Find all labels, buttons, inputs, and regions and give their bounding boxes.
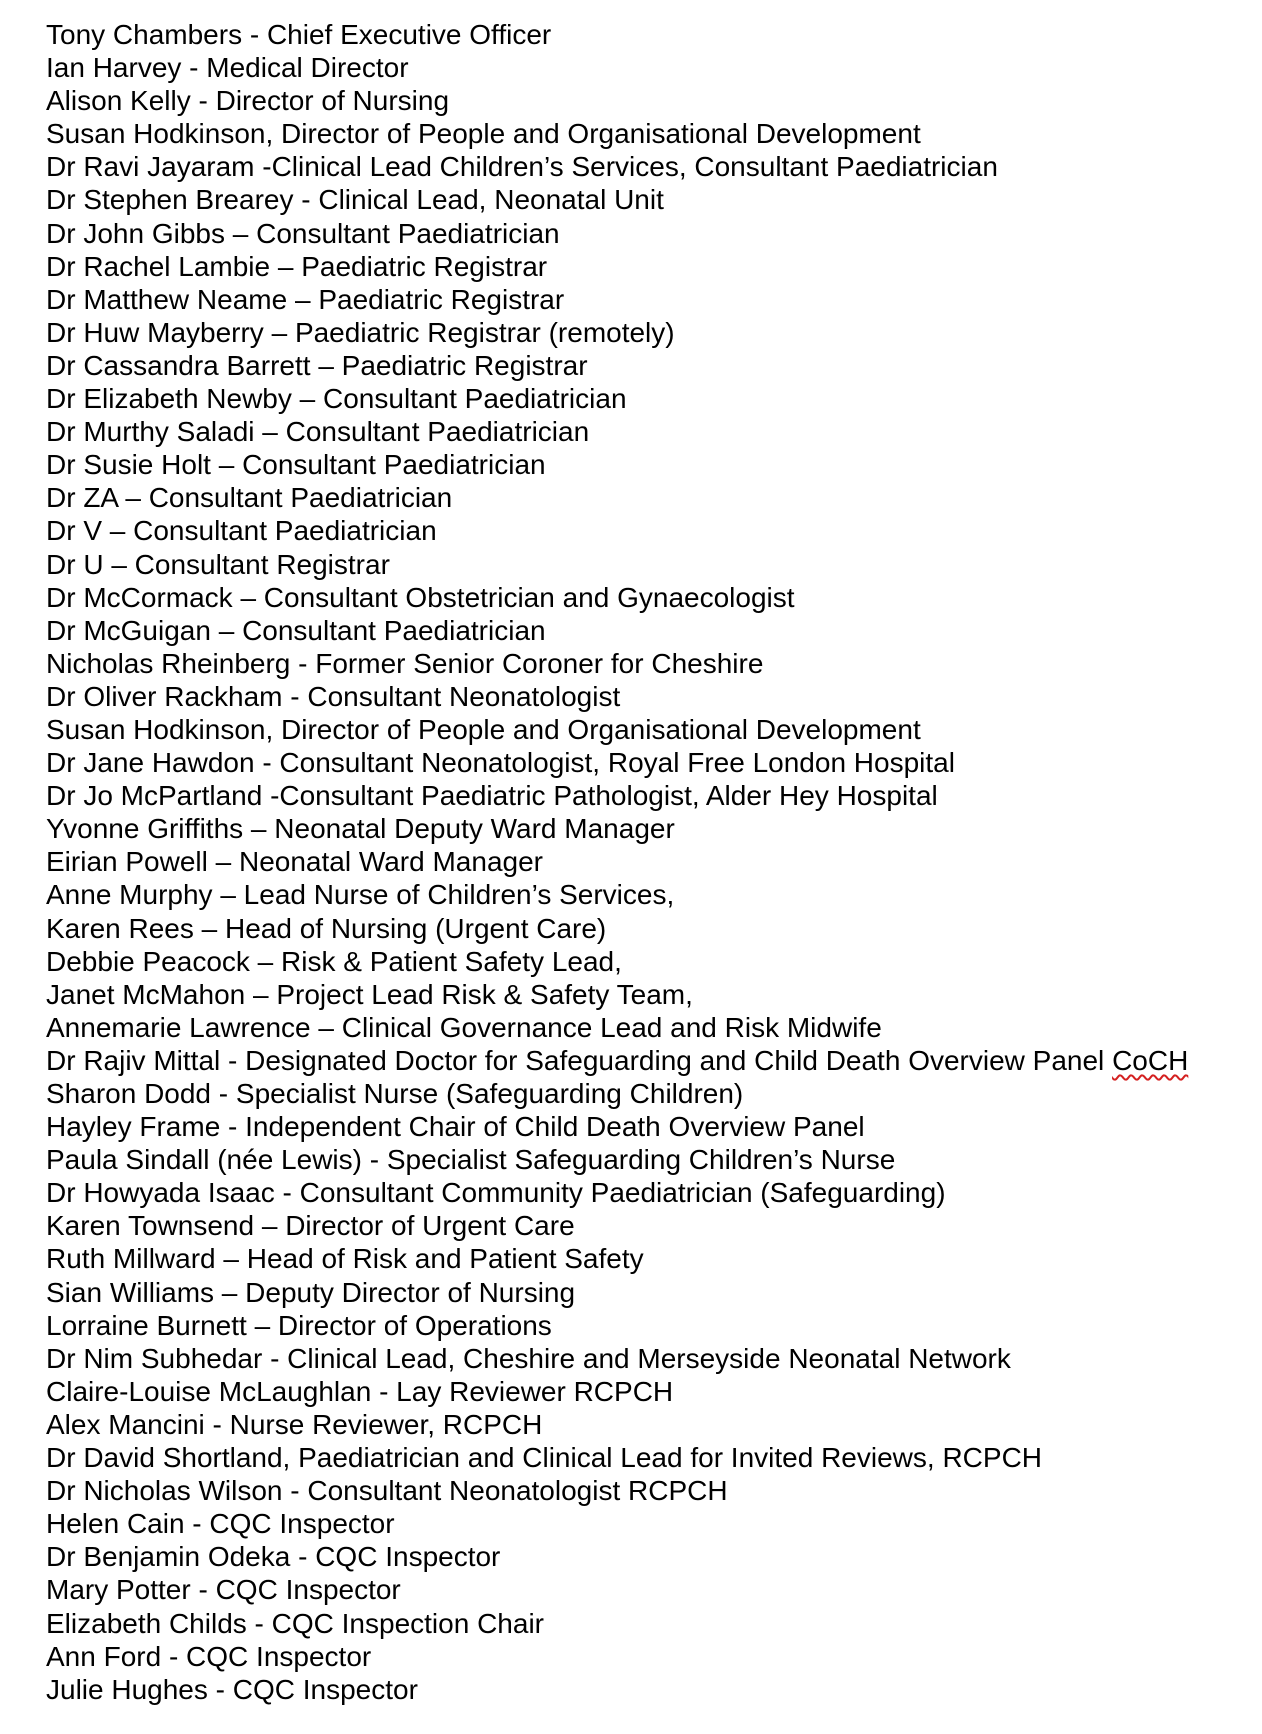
list-item: Dr Stephen Brearey - Clinical Lead, Neonatal Unit — [46, 184, 664, 216]
list-item: Dr Matthew Neame – Paediatric Registrar — [46, 283, 565, 315]
list-item: Dr Nim Subhedar - Clinical Lead, Cheshire and Merseyside Neonatal Network — [46, 1342, 1011, 1374]
list-item: Susan Hodkinson, Director of People and Organisational Development — [46, 713, 921, 745]
list-item: Ruth Millward – Head of Risk and Patient Safety — [46, 1243, 644, 1275]
list-item: Tony Chambers - Chief Executive Officer — [46, 19, 552, 50]
spellcheck-flagged-word[interactable]: CoCH — [1112, 1044, 1189, 1076]
list-item: Dr Nicholas Wilson - Consultant Neonatologist RCPCH — [46, 1475, 728, 1507]
list-item: Ann Ford - CQC Inspector — [46, 1640, 372, 1672]
list-item: Paula Sindall (née Lewis) - Specialist Safeguarding Children’s Nurse — [46, 1144, 896, 1176]
list-item: Dr Benjamin Odeka - CQC Inspector — [46, 1541, 501, 1573]
list-item: Dr McCormack – Consultant Obstetrician and Gynaecologist — [46, 581, 795, 613]
list-item: Dr Elizabeth Newby – Consultant Paediatrician — [46, 383, 627, 415]
attendee-list — [46, 18, 1246, 1706]
list-item: Ian Harvey - Medical Director — [46, 52, 409, 84]
list-item: Dr Jane Hawdon - Consultant Neonatologist, Royal Free London Hospital — [46, 747, 955, 779]
list-item: Yvonne Griffiths – Neonatal Deputy Ward Manager — [46, 813, 675, 845]
list-item: Dr ZA – Consultant Paediatrician — [46, 482, 453, 514]
list-item: Claire-Louise McLaughlan - Lay Reviewer RCPCH — [46, 1375, 674, 1407]
list-item: Alex Mancini - Nurse Reviewer, RCPCH — [46, 1408, 543, 1440]
list-item: Dr Murthy Saladi – Consultant Paediatrician — [46, 416, 590, 448]
list-item: Dr Cassandra Barrett – Paediatric Registrar — [46, 349, 588, 381]
list-item: Annemarie Lawrence – Clinical Governance Lead and Risk Midwife — [46, 1011, 882, 1043]
list-item: Dr U – Consultant Registrar — [46, 548, 390, 580]
list-item: Dr Ravi Jayaram -Clinical Lead Children’s Services, Consultant Paediatrician — [46, 151, 998, 183]
list-item: Julie Hughes - CQC Inspector — [46, 1673, 418, 1705]
list-item: Eirian Powell – Neonatal Ward Manager — [46, 846, 543, 878]
list-item: Sian Williams – Deputy Director of Nursing — [46, 1276, 576, 1308]
list-item: Mary Potter - CQC Inspector — [46, 1574, 401, 1606]
list-item: Dr V – Consultant Paediatrician — [46, 515, 437, 547]
list-item-text: Dr Rajiv Mittal - Designated Doctor for Safeguarding and Child Death Overview Panel — [46, 1044, 1105, 1076]
list-item: Elizabeth Childs - CQC Inspection Chair — [46, 1607, 544, 1639]
list-item: Dr Huw Mayberry – Paediatric Registrar (remotely) — [46, 316, 675, 348]
list-item: Karen Rees – Head of Nursing (Urgent Care) — [46, 912, 607, 944]
list-item: Dr McGuigan – Consultant Paediatrician — [46, 614, 546, 646]
list-item: Alison Kelly - Director of Nursing — [46, 85, 450, 117]
list-item: Dr John Gibbs – Consultant Paediatrician — [46, 217, 560, 249]
list-item: Sharon Dodd - Specialist Nurse (Safeguarding Children) — [46, 1078, 744, 1109]
list-item: Dr Howyada Isaac - Consultant Community Paediatrician (Safeguarding) — [46, 1177, 946, 1209]
list-item: Karen Townsend – Director of Urgent Care — [46, 1210, 575, 1242]
list-item: Hayley Frame - Independent Chair of Child Death Overview Panel — [46, 1111, 865, 1143]
list-item: Dr Susie Holt – Consultant Paediatrician — [46, 449, 546, 481]
list-item-flagged — [46, 1044, 1246, 1077]
list-item: Nicholas Rheinberg - Former Senior Coroner for Cheshire — [46, 647, 764, 679]
list-item: Susan Hodkinson, Director of People and Organisational Development — [46, 118, 921, 150]
list-item: Anne Murphy – Lead Nurse of Children’s Services, — [46, 879, 675, 911]
list-item: Dr Rachel Lambie – Paediatric Registrar — [46, 250, 548, 282]
list-item: Janet McMahon – Project Lead Risk & Safety Team, — [46, 978, 693, 1010]
list-item: Lorraine Burnett – Director of Operations — [46, 1309, 552, 1341]
list-item: Dr David Shortland, Paediatrician and Clinical Lead for Invited Reviews, RCPCH — [46, 1442, 1043, 1474]
list-item: Dr Jo McPartland -Consultant Paediatric Pathologist, Alder Hey Hospital — [46, 780, 938, 812]
list-item: Helen Cain - CQC Inspector — [46, 1508, 395, 1540]
list-item: Dr Oliver Rackham - Consultant Neonatologist — [46, 680, 621, 712]
list-item: Debbie Peacock – Risk & Patient Safety Lead, — [46, 945, 622, 977]
